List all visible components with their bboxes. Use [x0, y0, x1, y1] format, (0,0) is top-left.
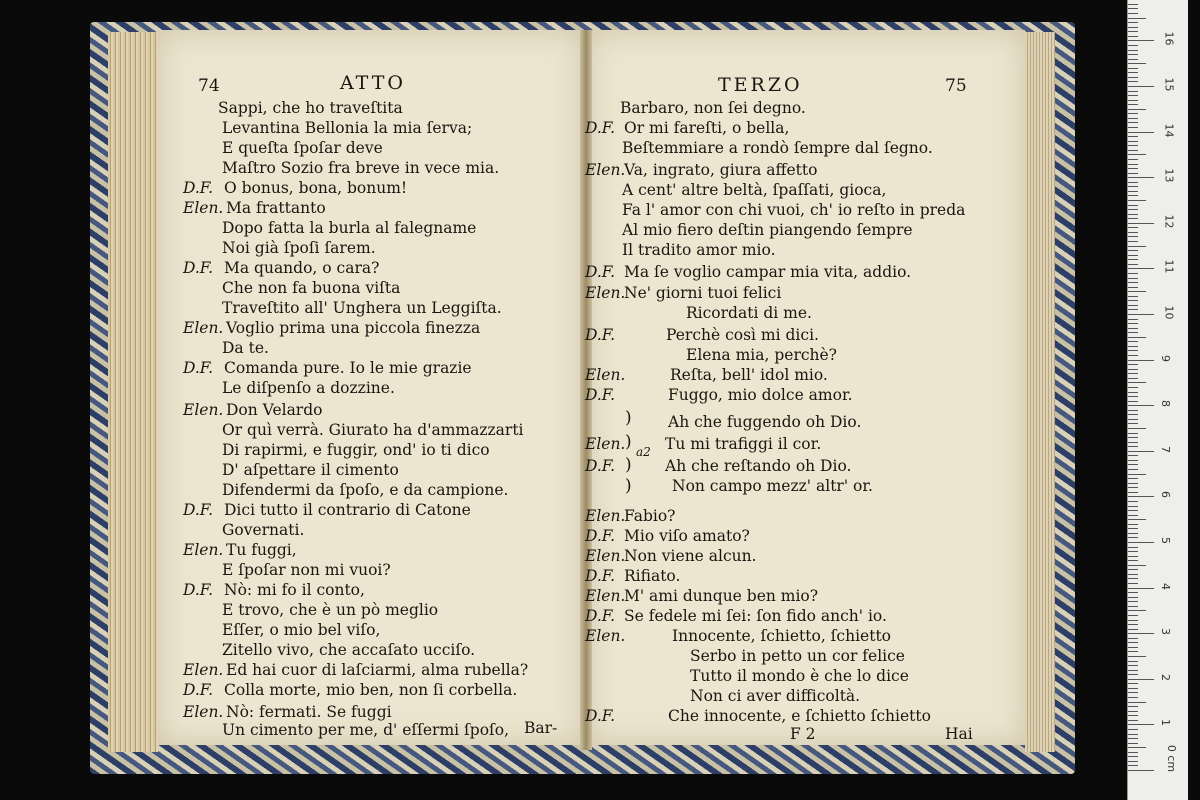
ruler-tick — [1128, 378, 1138, 379]
ruler-label: 12 — [1162, 214, 1176, 229]
ruler-label: 15 — [1162, 77, 1176, 92]
ruler-tick — [1128, 31, 1138, 32]
verse-line: Tu fuggi, — [226, 541, 297, 559]
ruler-tick — [1128, 542, 1154, 543]
ruler-tick — [1128, 214, 1138, 215]
ruler-tick — [1128, 91, 1138, 92]
brace: ) — [625, 432, 632, 452]
verse-line: Nò: mi fo il conto, — [224, 581, 365, 599]
ruler-tick — [1128, 401, 1138, 402]
ruler-tick — [1128, 341, 1138, 342]
ruler-label: 8 — [1159, 400, 1172, 408]
ruler-tick — [1128, 68, 1138, 69]
ruler-tick — [1128, 688, 1138, 689]
ruler-tick — [1128, 332, 1138, 333]
ruler-tick — [1128, 656, 1146, 657]
ruler-tick — [1128, 95, 1138, 96]
ruler-label: 0 cm — [1165, 744, 1179, 773]
ruler-label: 6 — [1159, 491, 1172, 499]
verse-line: Di rapirmi, e fuggir, ond' io ti dico — [222, 441, 490, 459]
verse-line: Or quì verrà. Giurato ha d'ammazzarti — [222, 421, 524, 439]
ruler-tick — [1128, 100, 1138, 101]
ruler-tick — [1128, 528, 1138, 529]
speaker-label: D.F. — [585, 527, 616, 545]
brace: ) — [625, 455, 632, 475]
ruler-tick — [1128, 597, 1138, 598]
page-number: 74 — [198, 76, 220, 96]
brace: ) — [625, 408, 632, 428]
ruler-tick — [1128, 305, 1138, 306]
ruler-tick — [1128, 592, 1138, 593]
ruler-tick — [1128, 177, 1154, 178]
running-head: TERZO — [718, 74, 803, 96]
ruler-tick — [1128, 702, 1146, 703]
verse-line: A cent' altre beltà, ſpaſſati, gioca, — [622, 181, 887, 199]
verse-line: Nò: fermati. Se fuggi — [226, 703, 392, 721]
ruler-tick — [1128, 337, 1146, 338]
ruler-tick — [1128, 569, 1138, 570]
ruler-tick — [1128, 533, 1138, 534]
ruler-tick — [1128, 679, 1154, 680]
verse-line: Noi già ſpoſi ſarem. — [222, 239, 376, 257]
ruler-tick — [1128, 620, 1138, 621]
verse-line: E ſpoſar non mi vuoi? — [222, 561, 391, 579]
ruler-label: 2 — [1159, 673, 1172, 681]
ruler-tick — [1128, 738, 1138, 739]
ruler-tick — [1128, 360, 1154, 361]
ruler-label: 14 — [1162, 123, 1176, 138]
ruler-tick — [1128, 756, 1138, 757]
verse-line: Tutto il mondo è che lo dice — [690, 667, 909, 685]
ruler-tick — [1128, 510, 1138, 511]
ruler-tick — [1128, 364, 1138, 365]
ruler-tick — [1128, 743, 1138, 744]
verse-line: Ah che fuggendo oh Dio. — [668, 413, 862, 431]
verse-line: Levantina Bellonia la mia ſerva; — [222, 119, 473, 137]
ruler-tick — [1128, 300, 1138, 301]
ruler-tick — [1128, 18, 1146, 19]
ruler-tick — [1128, 236, 1138, 237]
ruler-tick — [1128, 556, 1138, 557]
ruler-tick — [1128, 683, 1138, 684]
ruler-tick — [1128, 309, 1138, 310]
ruler-tick — [1128, 4, 1138, 5]
speaker-label: D.F. — [183, 179, 214, 197]
ruler-tick — [1128, 519, 1146, 520]
verse-line: Tu mi trafiggi il cor. — [665, 435, 822, 453]
verse-line: Governati. — [222, 521, 305, 539]
ruler-tick — [1128, 36, 1138, 37]
ruler-tick — [1128, 770, 1154, 771]
ruler-tick — [1128, 282, 1138, 283]
ruler-label: 9 — [1159, 354, 1172, 362]
ruler-tick — [1128, 428, 1146, 429]
page-edges-right — [1025, 32, 1055, 752]
verse-line: Voglio prima una piccola finezza — [226, 319, 481, 337]
verse-line: Ne' giorni tuoi felici — [624, 284, 782, 302]
ruler-label: 1 — [1159, 719, 1172, 727]
verse-line: Maſtro Sozio fra breve in vece mia. — [222, 159, 500, 177]
speaker-label: Elen. — [585, 284, 626, 302]
ruler-tick — [1128, 711, 1138, 712]
speaker-label: D.F. — [585, 263, 616, 281]
ruler-tick — [1128, 734, 1138, 735]
ruler-tick — [1128, 387, 1138, 388]
verse-line: Ricordati di me. — [686, 304, 812, 322]
verse-line: Il tradito amor mio. — [622, 241, 776, 259]
verse-line: D' aſpettare il cimento — [222, 461, 399, 479]
verse-line: Ma ſe voglio campar mia vita, addio. — [624, 263, 912, 281]
speaker-label: Elen. — [183, 319, 224, 337]
ruler-tick — [1128, 670, 1138, 671]
ruler-tick — [1128, 319, 1138, 320]
ruler-tick — [1128, 13, 1138, 14]
ruler-tick — [1128, 278, 1138, 279]
ruler-tick — [1128, 154, 1146, 155]
ruler-label: 5 — [1159, 537, 1172, 544]
ruler-tick — [1128, 451, 1154, 452]
ruler-tick — [1128, 369, 1138, 370]
ruler-tick — [1128, 382, 1146, 383]
verse-line: Eſſer, o mio bel viſo, — [222, 621, 381, 639]
verse-line: Al mio fiero deſtin piangendo ſempre — [622, 221, 913, 239]
brace: ) — [625, 476, 632, 496]
page-edges-left — [108, 32, 158, 752]
ruler-tick — [1128, 601, 1138, 602]
ruler-tick — [1128, 63, 1146, 64]
verse-line: Fa l' amor con chi vuoi, ch' io reſto in preda — [622, 201, 966, 219]
ruler-tick — [1128, 373, 1138, 374]
ruler-tick — [1128, 469, 1138, 470]
speaker-label: Elen. — [585, 435, 626, 453]
ruler-tick — [1128, 524, 1138, 525]
ruler-tick — [1128, 232, 1138, 233]
ruler-tick — [1128, 77, 1138, 78]
speaker-label: Elen. — [585, 587, 626, 605]
ruler-tick — [1128, 141, 1138, 142]
ruler-tick — [1128, 715, 1138, 716]
ruler-tick — [1128, 223, 1154, 224]
verse-line: Ed hai cuor di laſciarmi, alma rubella? — [226, 661, 529, 679]
speaker-label: D.F. — [585, 119, 616, 137]
ruler-tick — [1128, 747, 1146, 748]
ruler-tick — [1128, 218, 1138, 219]
verse-line: Rifiato. — [624, 567, 681, 585]
verse-line: Elena mia, perchè? — [686, 346, 837, 364]
ruler-tick — [1128, 578, 1138, 579]
ruler-tick — [1128, 583, 1138, 584]
ruler-tick — [1128, 150, 1138, 151]
ruler-tick — [1128, 638, 1138, 639]
speaker-label: Elen. — [585, 366, 626, 384]
speaker-label: D.F. — [585, 457, 616, 475]
ruler-tick — [1128, 610, 1146, 611]
ruler-tick — [1128, 423, 1138, 424]
ruler-tick — [1128, 209, 1138, 210]
ruler-tick — [1128, 22, 1138, 23]
speaker-label: Elen. — [183, 401, 224, 419]
ruler-tick — [1128, 547, 1138, 548]
ruler-label: 7 — [1159, 445, 1172, 453]
ruler-tick — [1128, 442, 1138, 443]
ruler-tick — [1128, 665, 1138, 666]
ruler-tick — [1128, 661, 1138, 662]
verse-line: Ma quando, o cara? — [224, 259, 380, 277]
speaker-label: Elen. — [183, 703, 224, 721]
speaker-label: D.F. — [183, 501, 214, 519]
ruler-tick — [1128, 405, 1154, 406]
ruler-tick — [1128, 328, 1138, 329]
ruler-tick — [1128, 588, 1154, 589]
ruler-tick — [1128, 86, 1154, 87]
ruler-tick — [1128, 45, 1138, 46]
verse-line: E queſta ſpoſar deve — [222, 139, 383, 157]
ruler-tick — [1128, 127, 1138, 128]
verse-line: Dici tutto il contrario di Catone — [224, 501, 471, 519]
ruler-tick — [1128, 246, 1146, 247]
ruler-tick — [1128, 633, 1154, 634]
ruler-tick — [1128, 173, 1138, 174]
ruler-tick — [1128, 392, 1138, 393]
ruler-tick — [1128, 437, 1138, 438]
verse-line: Serbo in petto un cor felice — [690, 647, 905, 665]
verse-line: Barbaro, non ſei degno. — [620, 99, 806, 117]
ruler-tick — [1128, 414, 1138, 415]
ruler-tick — [1128, 446, 1138, 447]
ruler-tick — [1128, 537, 1138, 538]
ruler-tick — [1128, 159, 1138, 160]
ruler-tick — [1128, 455, 1138, 456]
ruler-tick — [1128, 724, 1154, 725]
ruler-tick — [1128, 496, 1154, 497]
ruler-tick — [1128, 164, 1138, 165]
verse-line: Non campo mezz' altr' or. — [672, 477, 873, 495]
speaker-label: Elen. — [585, 161, 626, 179]
ruler-tick — [1128, 674, 1138, 675]
ruler-label: 13 — [1162, 168, 1176, 183]
verse-line: Colla morte, mio ben, non ſi corbella. — [224, 681, 518, 699]
ruler-tick — [1128, 433, 1138, 434]
ruler-tick — [1128, 250, 1138, 251]
ruler-tick — [1128, 574, 1138, 575]
verse-line: Comanda pure. Io le mie grazie — [224, 359, 472, 377]
ruler-tick — [1128, 227, 1138, 228]
ruler-tick — [1128, 109, 1146, 110]
ruler-tick — [1128, 200, 1146, 201]
ruler-tick — [1128, 629, 1138, 630]
verse-line: Innocente, ſchietto, ſchietto — [672, 627, 892, 645]
ruler-tick — [1128, 615, 1138, 616]
ruler-tick — [1128, 113, 1138, 114]
ruler-tick — [1128, 287, 1138, 288]
ruler-tick — [1128, 720, 1138, 721]
verse-line: M' ami dunque ben mio? — [624, 587, 819, 605]
ruler-tick — [1128, 355, 1138, 356]
ruler-tick — [1128, 27, 1138, 28]
ruler-tick — [1128, 54, 1138, 55]
verse-line: E trovo, che è un pò meglio — [222, 601, 439, 619]
ruler-tick — [1128, 50, 1138, 51]
ruler-tick — [1128, 104, 1138, 105]
ruler-tick — [1128, 81, 1138, 82]
verse-line: Fabio? — [624, 507, 676, 525]
ruler-tick — [1128, 515, 1138, 516]
verse-line: Non viene alcun. — [624, 547, 757, 565]
ruler-tick — [1128, 205, 1138, 206]
verse-line: Perchè così mi dici. — [666, 326, 819, 344]
ruler-tick — [1128, 396, 1138, 397]
ruler-tick — [1128, 478, 1138, 479]
verse-line: Dopo fatta la burla al falegname — [222, 219, 477, 237]
speaker-label: D.F. — [585, 326, 616, 344]
verse-line: Che innocente, e ſchietto ſchietto — [668, 707, 931, 725]
ruler-tick — [1128, 483, 1138, 484]
speaker-label: Elen. — [585, 627, 626, 645]
ruler-tick — [1128, 464, 1138, 465]
verse-line: O bonus, bona, bonum! — [224, 179, 408, 197]
ruler-label: 3 — [1159, 628, 1172, 636]
verse-line: Se fedele mi ſei: ſon fido anch' io. — [624, 607, 887, 625]
ruler-tick — [1128, 255, 1138, 256]
running-head: ATTO — [340, 72, 406, 94]
speaker-label: D.F. — [585, 607, 616, 625]
verse-line: Le diſpenſo a dozzine. — [222, 379, 395, 397]
ruler-tick — [1128, 492, 1138, 493]
ruler-tick — [1128, 506, 1138, 507]
ruler-tick — [1128, 191, 1138, 192]
speaker-label: Elen. — [585, 547, 626, 565]
verse-line: Traveſtito all' Unghera un Leggiſta. — [222, 299, 502, 317]
speaker-label: D.F. — [183, 681, 214, 699]
ruler-tick — [1128, 259, 1138, 260]
verse-line: Mio viſo amato? — [624, 527, 750, 545]
ruler-tick — [1128, 560, 1138, 561]
page-number: 75 — [945, 76, 967, 96]
ruler-tick — [1128, 487, 1138, 488]
ruler-tick — [1128, 8, 1138, 9]
verse-line: Sappi, che ho traveſtita — [218, 99, 403, 117]
speaker-label: D.F. — [183, 359, 214, 377]
ruler-tick — [1128, 168, 1138, 169]
verse-line: Fuggo, mio dolce amor. — [668, 386, 853, 404]
ruler-tick — [1128, 729, 1138, 730]
ruler-tick — [1128, 59, 1138, 60]
ruler-tick — [1128, 182, 1138, 183]
ruler-tick — [1128, 642, 1138, 643]
ruler-tick — [1128, 273, 1138, 274]
speaker-label: D.F. — [183, 581, 214, 599]
catchword: Hai — [945, 725, 973, 743]
ruler-tick — [1128, 692, 1138, 693]
ruler-tick — [1128, 195, 1138, 196]
ruler-tick — [1128, 706, 1138, 707]
ruler-tick — [1128, 72, 1138, 73]
ruler-tick — [1128, 419, 1138, 420]
ruler-tick — [1128, 40, 1154, 41]
verse-line: Un cimento per me, d' eſſermi ſpoſo, — [222, 721, 510, 739]
measurement-ruler — [1127, 0, 1188, 800]
ruler-tick — [1128, 241, 1138, 242]
ruler-tick — [1128, 647, 1138, 648]
ruler-tick — [1128, 765, 1138, 766]
speaker-label: D.F. — [183, 259, 214, 277]
ruler-tick — [1128, 132, 1154, 133]
ruler-tick — [1128, 136, 1138, 137]
ruler-tick — [1128, 268, 1154, 269]
ruler-tick — [1128, 186, 1138, 187]
signature-mark: F 2 — [790, 725, 816, 743]
ruler-tick — [1128, 474, 1146, 475]
verse-line: Che non fa buona viſta — [222, 279, 401, 297]
ruler-tick — [1128, 551, 1138, 552]
verse-line: Or mi fareſti, o bella, — [624, 119, 790, 137]
ruler-tick — [1128, 323, 1138, 324]
speaker-label: D.F. — [585, 386, 616, 404]
verse-line: Va, ingrato, giura affetto — [624, 161, 818, 179]
speaker-label: Elen. — [183, 199, 224, 217]
ruler-tick — [1128, 697, 1138, 698]
speaker-label: Elen. — [183, 661, 224, 679]
ruler-tick — [1128, 752, 1138, 753]
ruler-label: 11 — [1162, 259, 1176, 274]
verse-line: Ah che reſtando oh Dio. — [665, 457, 852, 475]
ruler-tick — [1128, 565, 1146, 566]
ruler-tick — [1128, 296, 1138, 297]
ruler-tick — [1128, 761, 1138, 762]
verse-line: Ma frattanto — [226, 199, 326, 217]
verse-line: Da te. — [222, 339, 269, 357]
ruler-tick — [1128, 314, 1154, 315]
ruler-tick — [1128, 291, 1146, 292]
ruler-tick — [1128, 264, 1138, 265]
speaker-label: D.F. — [585, 567, 616, 585]
ruler-tick — [1128, 501, 1138, 502]
ruler-tick — [1128, 651, 1138, 652]
ruler-tick — [1128, 346, 1138, 347]
speaker-label: Elen. — [585, 507, 626, 525]
speaker-label: D.F. — [585, 707, 616, 725]
ruler-label: 16 — [1162, 31, 1176, 46]
ruler-tick — [1128, 350, 1138, 351]
verse-line: Don Velardo — [226, 401, 323, 419]
ruler-tick — [1128, 145, 1138, 146]
ruler-tick — [1128, 460, 1138, 461]
ruler-tick — [1128, 122, 1138, 123]
verse-line: Non ci aver difficoltà. — [690, 687, 861, 705]
ruler-tick — [1128, 606, 1138, 607]
a2-marker: a2 — [636, 445, 651, 459]
verse-line: Beſtemmiare a rondò ſempre dal ſegno. — [622, 139, 933, 157]
speaker-label: Elen. — [183, 541, 224, 559]
ruler-label: 10 — [1162, 305, 1176, 320]
verse-line: Reſta, bell' idol mio. — [670, 366, 828, 384]
verse-line: Difendermi da ſpoſo, e da campione. — [222, 481, 509, 499]
ruler-tick — [1128, 118, 1138, 119]
ruler-tick — [1128, 410, 1138, 411]
ruler-tick — [1128, 624, 1138, 625]
ruler-label: 4 — [1159, 582, 1172, 590]
catchword: Bar- — [524, 719, 558, 737]
verse-line: Zitello vivo, che accaſato ucciſo. — [222, 641, 476, 659]
